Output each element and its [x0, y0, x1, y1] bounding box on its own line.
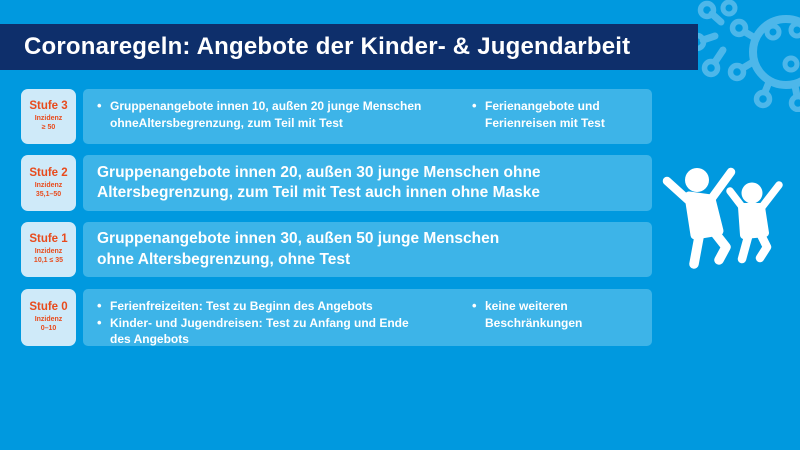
bullet-item: • Ferienfreizeiten: Test zu Beginn des Angebots	[97, 298, 430, 315]
jumping-children-icon	[660, 163, 790, 275]
stufe-title: Stufe 3	[29, 100, 68, 113]
bullet-item: • Ferienangebote und Ferienreisen mit Test	[472, 98, 638, 131]
stufe-title: Stufe 1	[29, 233, 68, 246]
stufe-1-content-box	[83, 222, 652, 277]
stufe-title: Stufe 2	[29, 166, 68, 179]
stufe-0-content-box	[83, 289, 652, 346]
title-bar	[0, 24, 698, 70]
page-title: Coronaregeln: Angebote der Kinder- & Jugendarbeit	[24, 33, 631, 60]
rule-row-stufe-1	[21, 222, 652, 277]
stufe-0-label-box	[21, 289, 76, 346]
bullet-item: • keine weiteren Beschränkungen	[472, 298, 638, 331]
bullet-item: • Kinder- und Jugendreisen: Test zu Anfang und Ende des Angebots	[97, 315, 430, 348]
virus-icon	[685, 0, 800, 112]
rule-text-line: ohne Altersbegrenzung, ohne Test	[97, 250, 351, 268]
inzidenz-label: Inzidenz	[34, 181, 63, 189]
rule-row-stufe-2	[21, 155, 652, 211]
rule-row-stufe-0	[21, 289, 652, 346]
bullet-list	[97, 298, 472, 348]
stufe-title: Stufe 0	[29, 301, 68, 314]
rule-text-line: Altersbegrenzung, zum Teil mit Test auch innen ohne Maske	[97, 184, 540, 201]
stufe-3-content-box	[83, 89, 652, 144]
bullet-list	[472, 98, 638, 131]
inzidenz-label: Inzidenz	[34, 316, 63, 324]
inzidenz-label: Inzidenz	[34, 248, 63, 256]
stufe-2-content-box	[83, 155, 652, 211]
inzidenz-range: ≥ 50	[41, 124, 56, 131]
bullet-list	[472, 298, 638, 331]
stufe-1-label-box	[21, 222, 76, 277]
rule-row-stufe-3	[21, 89, 652, 144]
rule-text-line: Gruppenangebote innen 20, außen 30 junge Menschen ohne	[97, 163, 541, 181]
inzidenz-range: 10,1 ≤ 35	[33, 257, 64, 264]
bullet-item: • Gruppenangebote innen 10, außen 20 junge Menschen ohneAltersbegrenzung, zum Teil mit Test	[97, 98, 430, 131]
rule-text-line: Gruppenangebote innen 30, außen 50 junge Menschen	[97, 230, 500, 248]
bullet-list	[97, 98, 472, 131]
inzidenz-range: 35,1–50	[35, 190, 62, 198]
inzidenz-range: 0–10	[40, 325, 57, 332]
stufe-2-label-box	[21, 155, 76, 211]
inzidenz-label: Inzidenz	[34, 115, 63, 123]
stufe-3-label-box	[21, 89, 76, 144]
